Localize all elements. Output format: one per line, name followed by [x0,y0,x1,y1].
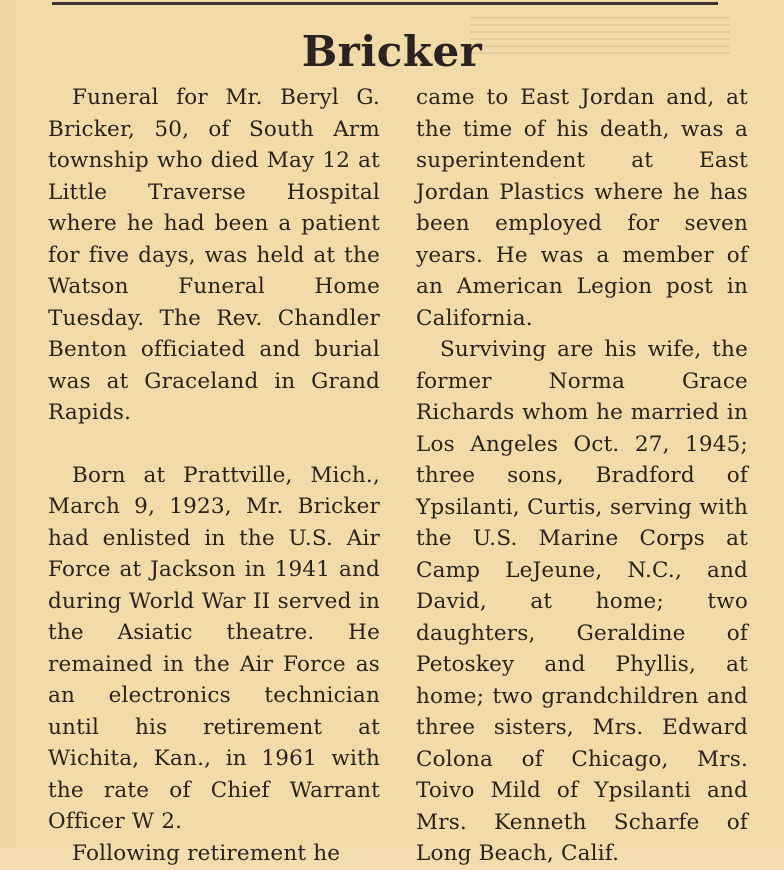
clipping-edge [0,0,16,848]
top-rule [52,2,718,5]
biography-paragraph: Born at Prattville, Mich., March 9, 1923, Mr. Bricker had enlisted in the U.S. Air Force at Jackson in 1941 and during World War II served in the Asiatic theatre. He remained in the Air Force as an electronics technician until his retirement at Wichita, Kan., in 1961 with the rate of Chief Warrant Officer W 2. [48,462,380,834]
retirement-paragraph-end: came to East Jordan and, at the time of his death, was a superintendent at East Jordan Plastics where he has been employed for seven years. He was a member of an American Legion post in California. [416,85,748,331]
survivors-paragraph: Surviving are his wife, the former Norma Grace Richards whom he married in Los Angeles Oct. 27, 1945; three sons, Bradford of Ypsilanti, Curtis, serving with the U.S. Marine Corps at Camp LeJeune, N.C., and David, at home; two daughters, Geraldine of Petoskey and Phyllis, at home; two grandchildren and three sisters, Mrs. Edward Colona of Chicago, Mrs. Toivo Mild of Ypsilanti and Mrs. Kenneth Scharfe of Long Beach, Calif. [416,337,748,866]
retirement-paragraph-start: Following retirement he [72,840,341,866]
left-column [48,82,380,869]
obituary-headline: Bricker [301,27,483,76]
funeral-paragraph: Funeral for Mr. Beryl G. Bricker, 50, of South Arm township who died May 12 at Little Traverse Hospital where he had been a patient for five days, was held at the Watson Funeral Home Tuesday. The Rev. Chandler Benton officiated and burial was at Graceland in Grand Rapids. [48,85,380,425]
right-column [416,82,748,870]
